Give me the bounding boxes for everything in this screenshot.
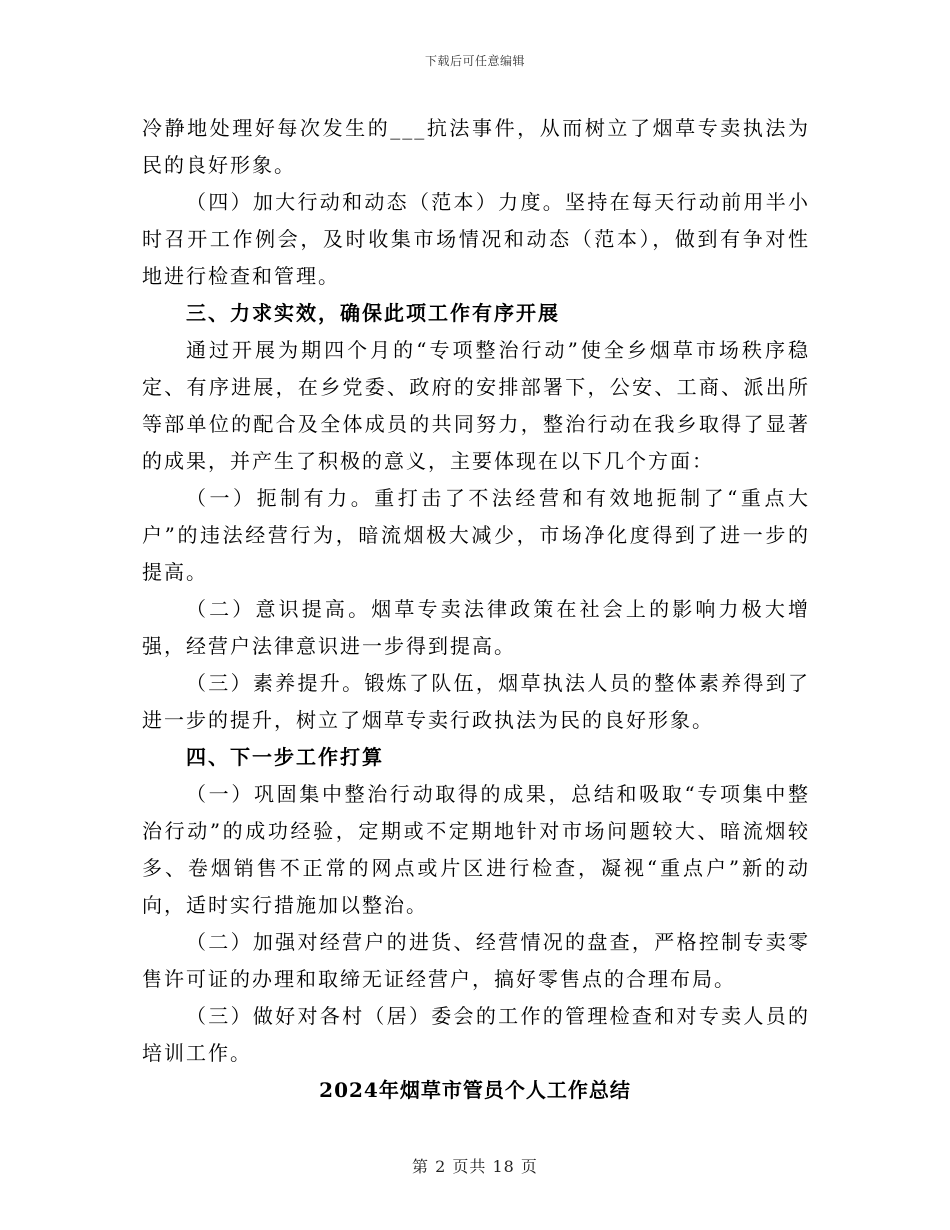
paragraph-result-2: （二）意识提高。烟草专卖法律政策在社会上的影响力极大增强，经营户法律意识进一步得到提高。 bbox=[142, 597, 810, 658]
paragraph-result-1: （一）扼制有力。重打击了不法经营和有效地扼制了“重点大户”的违法经营行为，暗流烟极大减少，市场净化度得到了进一步的提高。 bbox=[142, 486, 810, 584]
page-header-note: 下载后可任意编辑 bbox=[424, 54, 525, 68]
paragraph-item-4: （四）加大行动和动态（范本）力度。坚持在每天行动前用半小时召开工作例会，及时收集市场情况和动态（范本），做到有争对性地进行检查和管理。 bbox=[142, 190, 810, 288]
section-heading-3: 三、力求实效，确保此项工作有序开展 bbox=[186, 301, 560, 325]
document-body bbox=[142, 110, 810, 1072]
next-document-title: 2024年烟草市管员个人工作总结 bbox=[319, 1078, 631, 1102]
section-heading-4: 四、下一步工作打算 bbox=[186, 745, 384, 769]
page-number: 第 2 页共 18 页 bbox=[412, 1157, 538, 1176]
paragraph-results-intro: 通过开展为期四个月的“专项整治行动”使全乡烟草市场秩序稳定、有序进展，在乡党委、政府的安排部署下，公安、工商、派出所等部单位的配合及全体成员的共同努力，整治行动在我乡取得了显著的成果，并产生了积极的意义，主要体现在以下几个方面： bbox=[142, 338, 810, 473]
paragraph-continuation: 冷静地处理好每次发生的___抗法事件，从而树立了烟草专卖执法为民的良好形象。 bbox=[142, 116, 810, 177]
paragraph-result-3: （三）素养提升。锻炼了队伍，烟草执法人员的整体素养得到了进一步的提升，树立了烟草专卖行政执法为民的良好形象。 bbox=[142, 671, 810, 732]
paragraph-plan-2: （二）加强对经营户的进货、经营情况的盘查，严格控制专卖零售许可证的办理和取缔无证经营户，搞好零售点的合理布局。 bbox=[142, 930, 810, 991]
paragraph-plan-1: （一）巩固集中整治行动取得的成果，总结和吸取“专项集中整治行动”的成功经验，定期或不定期地针对市场问题较大、暗流烟较多、卷烟销售不正常的网点或片区进行检查，凝视“重点户”新的动向，适时实行措施加以整治。 bbox=[142, 782, 810, 917]
paragraph-plan-3: （三）做好对各村（居）委会的工作的管理检查和对专卖人员的培训工作。 bbox=[142, 1004, 810, 1065]
